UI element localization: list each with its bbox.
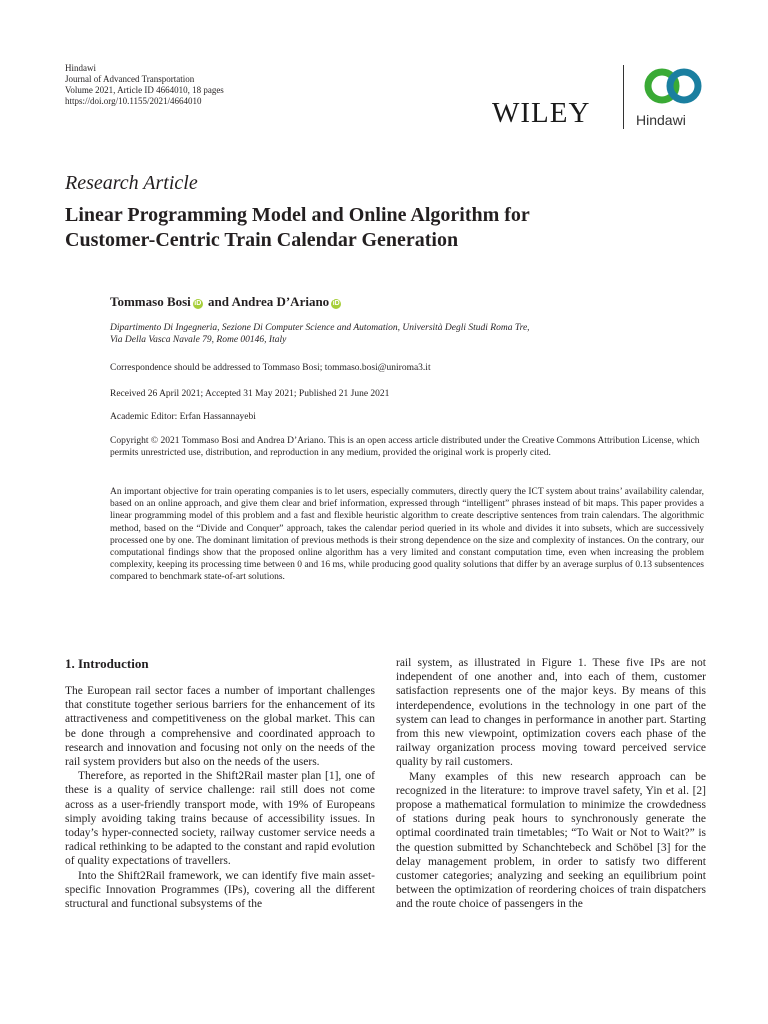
body-left-column [65, 656, 375, 911]
logo-divider [623, 65, 624, 129]
publisher-name: Hindawi [65, 63, 96, 73]
copyright-notice: Copyright © 2021 Tommaso Bosi and Andrea D’Ariano. This is an open access article distributed under the Creative Commons Attribution License, which permits unrestricted use, distribution, and reproduction in any medium, provided the original work is properly cited. [110, 436, 700, 458]
orcid-icon[interactable]: iD [194, 300, 202, 307]
affiliation-line: Dipartimento Di Ingegneria, Sezione Di Computer Science and Automation, Università Degli Studi Roma Tre, [110, 323, 530, 333]
section-heading: 1. Introduction [65, 656, 149, 671]
author-name: Tommaso Bosi [110, 294, 191, 309]
article-title [65, 203, 705, 253]
author-name: Andrea D’Ariano [231, 294, 330, 309]
doi-link[interactable]: https://doi.org/10.1155/2021/4664010 [65, 96, 202, 106]
paragraph: The European rail sector faces a number of important challenges that constitute together serious barriers for the enhancement of its attractiveness and competitiveness on the global market. This can be done through a comprehensive and coordinated approach to research and innovation and focusing not only on the needs of the rail system providers but also on the needs of the users. [65, 685, 375, 769]
affiliation [110, 322, 530, 346]
affiliation-line: Via Della Vasca Navale 79, Rome 00146, Italy [110, 335, 287, 345]
abstract: An important objective for train operating companies is to let users, especially commuters, directly query the ICT system about trains’ availability calendar, based on an online approach, and give them clear and brief information, expressed through “intelligent” phrases instead of bit maps. This paper provides a linear programming model of this problem and a fast and flexible heuristic algorithm to create descriptive sentences from train calendars. The algorithmic method, based on the “Divide and Conquer” approach, takes the calendar period queried in its whole and divides it into subsets, which are successively processed one by one. The dominant limitation of previous methods is their strong dependence on the size and complexity of instances. On the contrary, our computational findings show that the proposed online algorithm has a very limited and constant computation time, even when increasing the problem complexity, keeping its processing time between 0 and 16 ms, while producing good quality solutions that differ by an average surplus of 0.13 subsentences compared to benchmark state-of-art solutions. [110, 487, 704, 583]
title-line-1: Linear Programming Model and Online Algorithm for [65, 204, 530, 226]
paragraph: rail system, as illustrated in Figure 1. These five IPs are not independent of one another and, into each of them, customer satisfaction represents one of the major keys. By means of this interdependence, evolutions in the technology in one part of the system can lead to changes in performance in another part. Starting from this new viewpoint, optimization covers each phase of the railway organization process moving toward perceived service quality by rail customers. [396, 657, 706, 769]
paragraph: Into the Shift2Rail framework, we can identify five main asset-specific Innovation Programmes (IPs), covering all the different structural and functional subsystems of the [65, 869, 375, 911]
publication-dates: Received 26 April 2021; Accepted 31 May 2021; Published 21 June 2021 [110, 389, 390, 399]
hindawi-wordmark: Hindawi [636, 112, 686, 128]
body-right-column [396, 656, 706, 912]
hindawi-logo-icon [636, 62, 716, 110]
volume-info: Volume 2021, Article ID 4664010, 18 pages [65, 85, 224, 95]
academic-editor: Academic Editor: Erfan Hassannayebi [110, 412, 256, 422]
wiley-logo: WILEY [492, 97, 591, 129]
title-line-2: Customer-Centric Train Calendar Generation [65, 229, 459, 251]
orcid-icon[interactable]: iD [332, 300, 340, 307]
author-conjunction: and [208, 294, 230, 309]
journal-name: Journal of Advanced Transportation [65, 74, 195, 84]
paragraph: Therefore, as reported in the Shift2Rail master plan [1], one of these is a quality of service challenge: rail still does not come across as a user-friendly transport mode, with 19% of Europeans simply avoiding taking trains because of accessibility issues. In today’s hyper-connected society, railway customer service needs a radical rethinking to be adapted to the constant and rapid evolution of quality expectations of travellers. [65, 770, 375, 868]
author-list [110, 294, 343, 310]
correspondence: Correspondence should be addressed to Tommaso Bosi; tommaso.bosi@uniroma3.it [110, 363, 431, 373]
paragraph: Many examples of this new research approach can be recognized in the literature: to improve travel safety, Yin et al. [2] propose a mathematical formulation to minimize the crowdedness of stations during peak hours to synchronously generate the optimal coordinated train timetables; “To Wait or Not to Wait?” is the question submitted by Schanchtebeck and Schöbel [3] for the delay management problem, in order to satisfy two different customer categories; analyzing and seeking an equilibrium point between the optimization of reordering choices of train dispatchers and the route choice of passengers in the [396, 770, 706, 911]
journal-metadata [65, 63, 224, 107]
article-type: Research Article [65, 172, 198, 194]
